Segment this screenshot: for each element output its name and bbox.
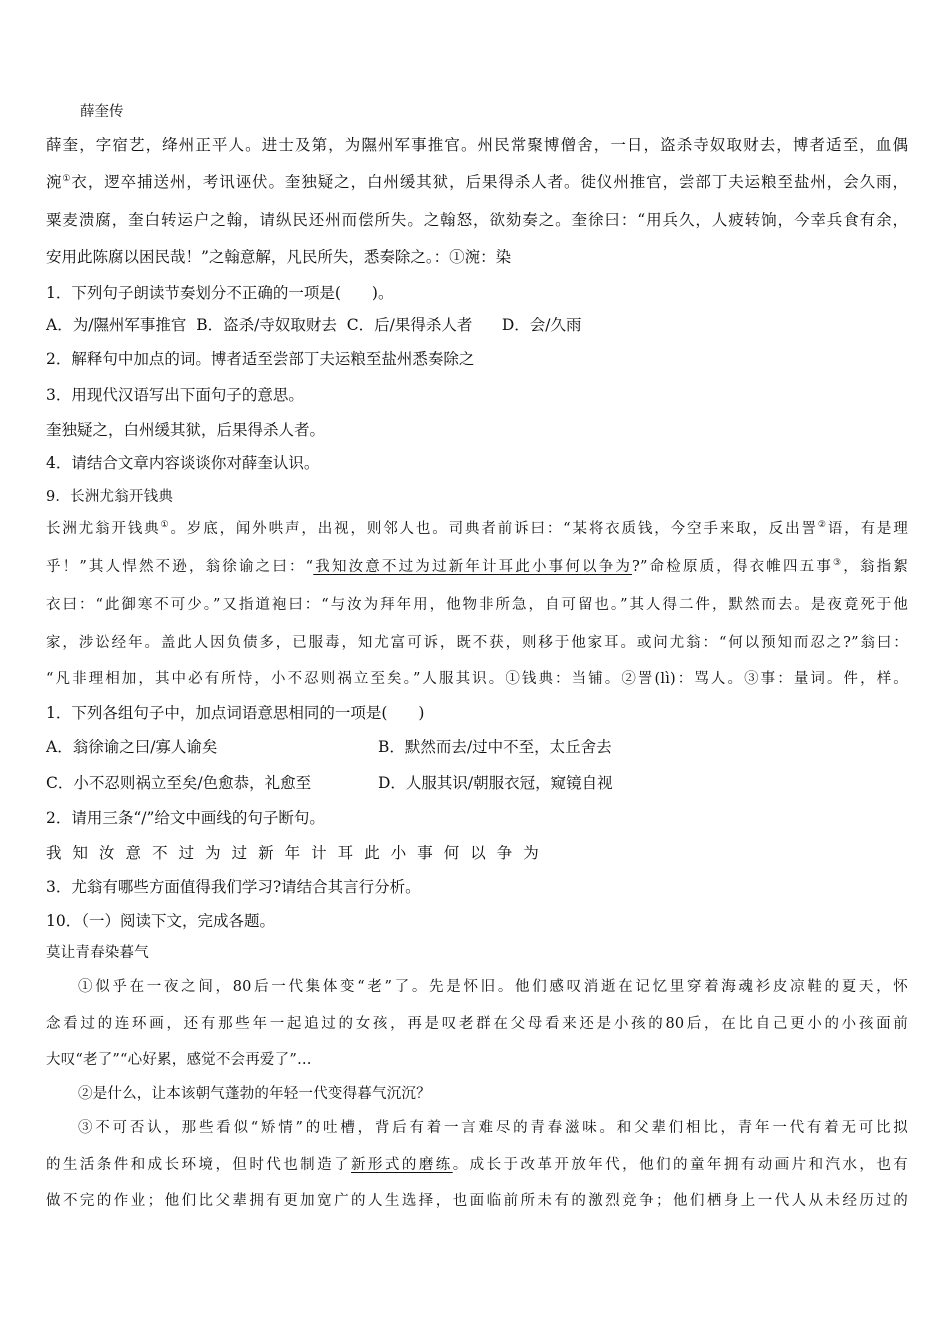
question: 1．下列句子朗读节奏划分不正确的一项是( )。 xyxy=(46,284,394,302)
sentence-char: 耳 xyxy=(337,844,354,862)
sentence-char: 年 xyxy=(284,844,301,862)
passage-text: 语，有是理 xyxy=(827,521,908,537)
sentence-char: 以 xyxy=(470,844,486,862)
paragraph-line: 大叹“老了”“心好累，感觉不会再爱了”… xyxy=(46,1052,312,1068)
paragraph-line: ①似乎在一夜之间，80后一代集体变“老”了。先是怀旧。他们感叹消逝在记忆里穿着海魂衫皮凉鞋的夏天，怀 xyxy=(78,979,908,995)
question: 2．解释句中加点的词。博者适至尝部丁夫运粮至盐州悉奏除之 xyxy=(46,350,475,368)
sentence-char: 为 xyxy=(523,844,539,862)
paragraph-line: 念看过的连环画，还有那些年一起追过的女孩，再是叹老群在父母看来还是小孩的80后，在比自己更小的小孩面前 xyxy=(46,1016,908,1032)
underlined-sentence: 我知汝意不过为过新年计耳此小事何以争为 xyxy=(313,559,633,575)
sentence-char: 争 xyxy=(496,844,513,862)
sentence-char: 小 xyxy=(390,844,407,862)
passage-title: 薛奎传 xyxy=(80,104,124,120)
options: A．为/隰州军事推官 B．盗杀/寺奴取财去 C．后/果得杀人者 D．会/久雨 xyxy=(46,316,582,334)
glossed-char: 涴 xyxy=(46,173,63,191)
underlined-phrase: 新形式的磨练 xyxy=(351,1157,453,1173)
sentence-char: 何 xyxy=(443,844,460,862)
footnote-marker: ① xyxy=(160,520,171,531)
question: 3．尤翁有哪些方面值得我们学习?请结合其言行分析。 xyxy=(46,878,421,896)
section-heading: 10．（一）阅读下文，完成各题。 xyxy=(46,912,275,930)
paragraph-line: ②是什么，让本该朝气蓬勃的年轻一代变得暮气沉沉？ xyxy=(78,1086,431,1102)
question: 2．请用三条“/”给文中画线的句子断句。 xyxy=(46,809,325,827)
question: 3．用现代汉语写出下面句子的意思。 xyxy=(46,386,304,404)
paragraph-line: 做不完的作业；他们比父辈拥有更加宽广的人生选择，也面临前所未有的激烈竞争；他们栖身上一代人从未经历过的 xyxy=(46,1193,908,1209)
question-sentence: 奎独疑之，白州缓其狱，后果得杀人者。 xyxy=(46,421,326,439)
option-d: D．人服其识/朝服衣冠，窥镜自视 xyxy=(378,774,613,792)
footnote-marker: ① xyxy=(62,173,72,184)
passage-line: 安用此陈腐以困民哉！”之翰意解，凡民所失，悉奏除之。：①涴：染 xyxy=(46,248,512,266)
footnote-marker: ② xyxy=(817,520,828,531)
passage-line: 粟麦溃腐，奎白转运户之翰，请纵民还州而偿所失。之翰怒，欲劾奏之。奎徐曰：“用兵久，人疲转饷，今幸兵食有余， xyxy=(46,211,908,229)
passage-text: 。岁底，闻外哄声，出视，则邻人也。司典者前诉曰：“某将衣质钱，今空手来取，反出詈 xyxy=(170,521,818,537)
passage-text: 衣，逻卒捕送州，考讯诬伏。奎独疑之，白州缓其狱，后果得杀人者。徙仪州推官，尝部丁夫运粮至盐州，会久雨， xyxy=(71,173,908,191)
sentence-char: 我 xyxy=(46,844,62,862)
sentence-char: 不 xyxy=(152,844,168,862)
sentence-char: 此 xyxy=(364,844,380,862)
sentence-char: 事 xyxy=(417,844,433,862)
passage-line: 薛奎，字宿艺，绛州正平人。进士及第，为隰州军事推官。州民常聚博僧舍，一日，盗杀寺奴取财去，博者适至，血偶 xyxy=(46,136,908,154)
passage-line xyxy=(46,557,908,577)
passage-text: ，翁指絮 xyxy=(843,559,908,575)
passage-line: 衣曰：“此御寒不可少。”又指道袍曰：“与汝为拜年用，他物非所急，自可留也。”其人得二件，默然而去。是夜竟死于他 xyxy=(46,597,908,613)
passage-text: 长洲尤翁开钱典 xyxy=(46,521,161,537)
option-b: B．默然而去/过中不至，太丘舍去 xyxy=(378,738,612,756)
passage-line xyxy=(46,172,908,192)
passage-text: 。成长于改革开放年代，他们的童年拥有动画片和汽水，也有 xyxy=(452,1157,909,1173)
article-title: 莫让青春染暮气 xyxy=(46,945,149,961)
section-heading: 9．长洲尤翁开钱典 xyxy=(46,489,174,505)
sentence-char: 计 xyxy=(311,844,327,862)
option-c: C．小不忍则祸立至矣/色愈恭，礼愈至 xyxy=(46,774,312,792)
sentence-char: 新 xyxy=(258,844,274,862)
passage-text: ?”命检原质，得衣帷四五事 xyxy=(632,559,834,575)
footnote-marker: ③ xyxy=(833,558,844,569)
options-row xyxy=(46,773,908,793)
sentence-char: 知 xyxy=(72,844,89,862)
sentence-char: 过 xyxy=(231,844,248,862)
sentence-chars xyxy=(46,843,908,863)
question: 1．下列各组句子中，加点词语意思相同的一项是( ) xyxy=(46,704,425,722)
sentence-char: 过 xyxy=(178,844,195,862)
paragraph-line xyxy=(46,1155,908,1175)
question: 4．请结合文章内容谈谈你对薛奎认识。 xyxy=(46,454,320,472)
option-a: A．翁徐谕之曰/寡人谕矣 xyxy=(46,738,218,756)
paragraph-line: ③不可否认，那些看似“矫情”的吐槽，背后有着一言难尽的青春滋味。和父辈们相比，青年一代有着无可比拟 xyxy=(78,1120,908,1136)
passage-text: 的生活条件和成长环境，但时代也制造了 xyxy=(46,1157,352,1173)
passage-line: 家，涉讼经年。盖此人因负债多，已服毒，知尤富可诉，既不获，则移于他家耳。或问尤翁：“何以预知而忍之?”翁曰： xyxy=(46,635,908,651)
sentence-char: 为 xyxy=(205,844,221,862)
sentence-char: 汝 xyxy=(99,844,115,862)
options-row xyxy=(46,737,908,757)
sentence-char: 意 xyxy=(125,844,142,862)
passage-line xyxy=(46,519,908,539)
passage-text: 乎！”其人悍然不逊，翁徐谕之曰：“ xyxy=(46,559,314,575)
passage-line: “凡非理相加，其中必有所恃，小不忍则祸立至矣。”人服其识。①钱典：当铺。②詈(lì)：骂人。③事：量词。件，样。 xyxy=(46,671,908,687)
